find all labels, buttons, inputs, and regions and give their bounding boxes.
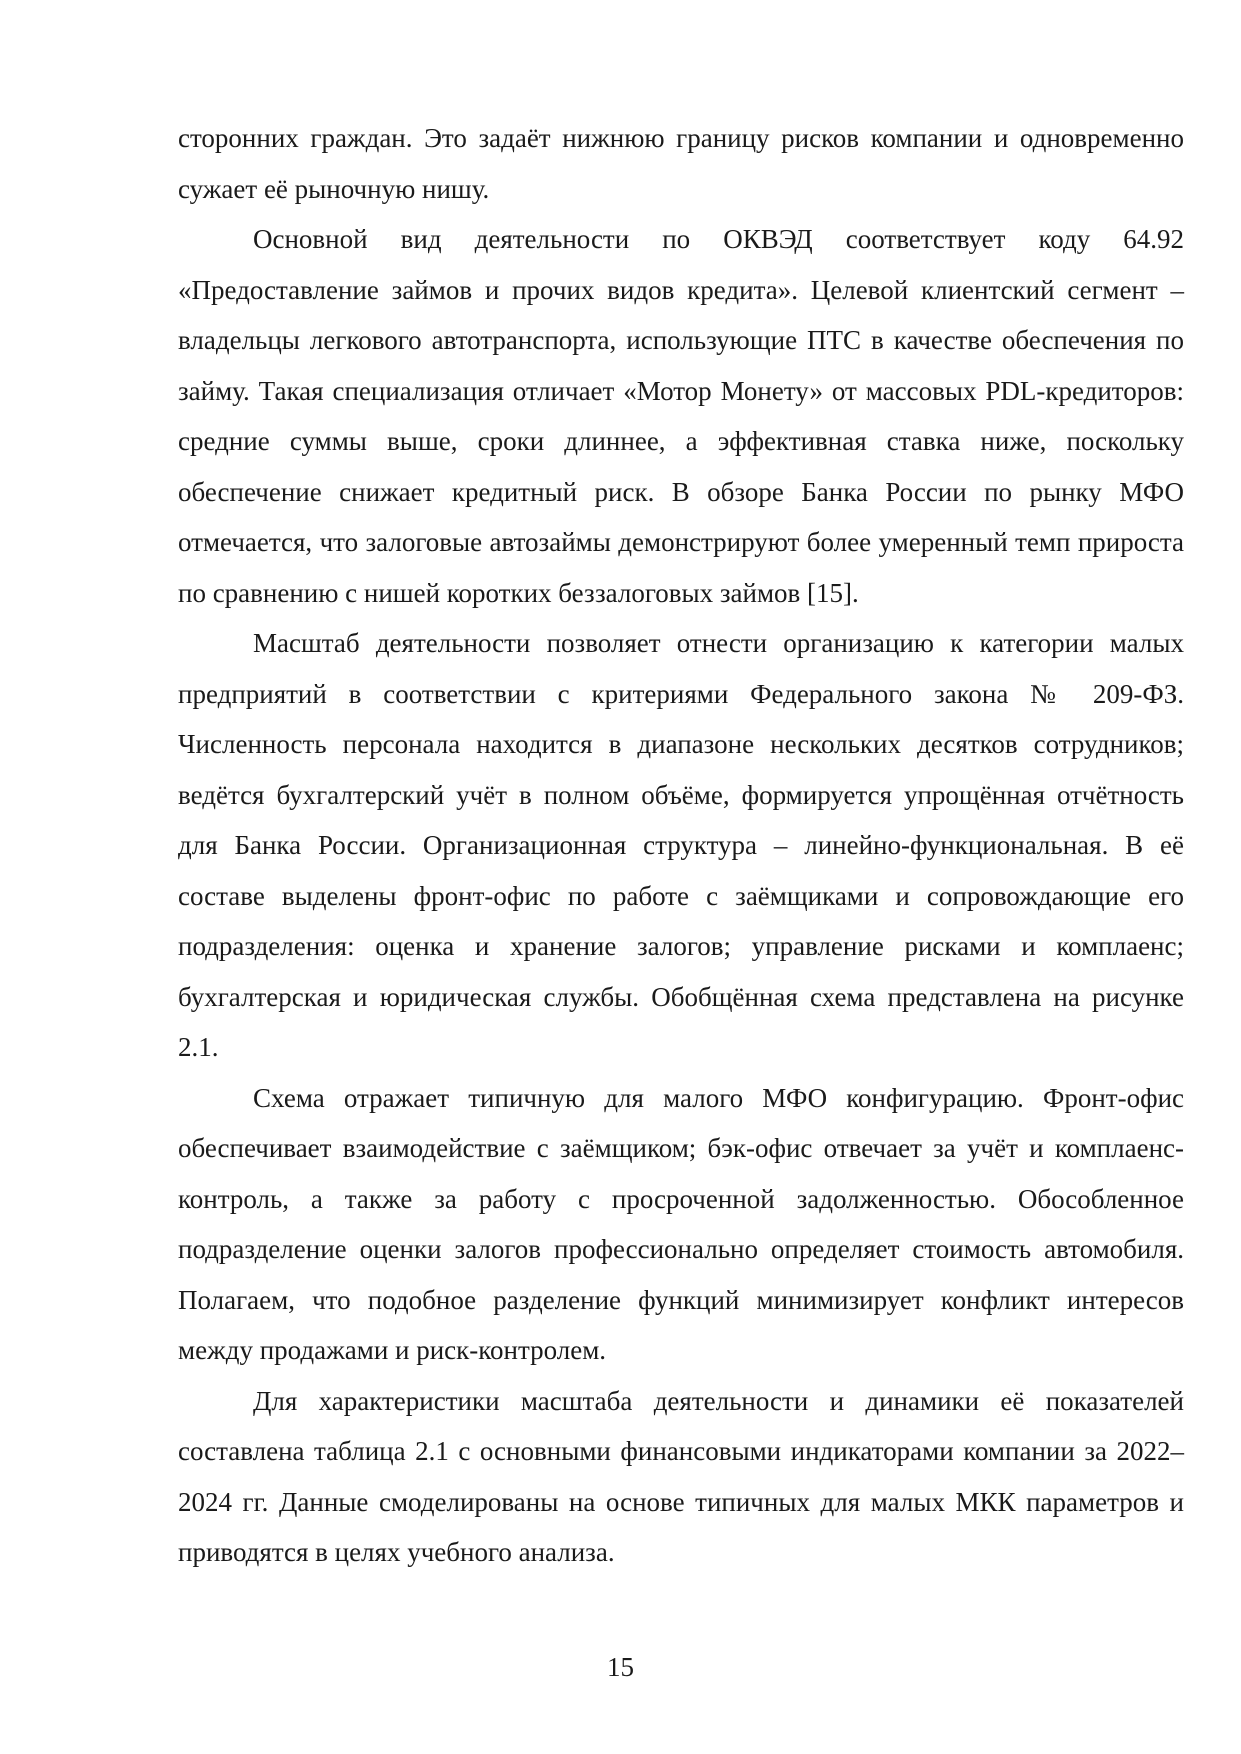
paragraph-okved: Основной вид деятельности по ОКВЭД соответствует коду 64.92 «Предоставление займов и прочих видов кредита». Целевой клиентский сегмент – владельцы легкового автотранспорта, использующие ПТС в качестве обеспечения по займу. Такая специализация отличает «Мотор Монету» от массовых PDL-кредиторов: средние суммы выше, сроки длиннее, а эффективная ставка ниже, поскольку обеспечение снижает кредитный риск. В обзоре Банка России по рынку МФО отмечается, что залоговые автозаймы демонстрируют более умеренный темп прироста по сравнению с нишей коротких беззалоговых займов [15]. — [178, 224, 1184, 608]
paragraph-continuation: сторонних граждан. Это задаёт нижнюю границу рисков компании и одновременно сужает её рыночную нишу. — [178, 123, 1184, 204]
paragraph-scale: Масштаб деятельности позволяет отнести организацию к категории малых предприятий в соответствии с критериями Федерального закона № 209-ФЗ. Численность персонала находится в диапазоне нескольких десятков сотрудников; ведётся бухгалтерский учёт в полном объёме, формируется упрощённая отчётность для Банка России. Организационная структура – линейно-функциональная. В её составе выделены фронт-офис по работе с заёмщиками и сопровождающие его подразделения: оценка и хранение залогов; управление рисками и комплаенс; бухгалтерская и юридическая службы. Обобщённая схема представлена на рисунке 2.1. — [178, 628, 1184, 1062]
paragraph-scheme: Схема отражает типичную для малого МФО конфигурацию. Фронт-офис обеспечивает взаимодействие с заёмщиком; бэк-офис отвечает за учёт и комплаенс-контроль, а также за работу с просроченной задолженностью. Обособленное подразделение оценки залогов профессионально определяет стоимость автомобиля. Полагаем, что подобное разделение функций минимизирует конфликт интересов между продажами и риск-контролем. — [178, 1082, 1184, 1365]
page-number: 15 — [607, 1652, 634, 1682]
paragraph-table-intro: Для характеристики масштаба деятельности и динамики её показателей составлена таблица 2.1 с основными финансовыми индикаторами компании за 2022–2024 гг. Данные смоделированы на основе типичных для малых МКК параметров и приводятся в целях учебного анализа. — [178, 1385, 1184, 1567]
document-body — [178, 113, 1184, 1578]
